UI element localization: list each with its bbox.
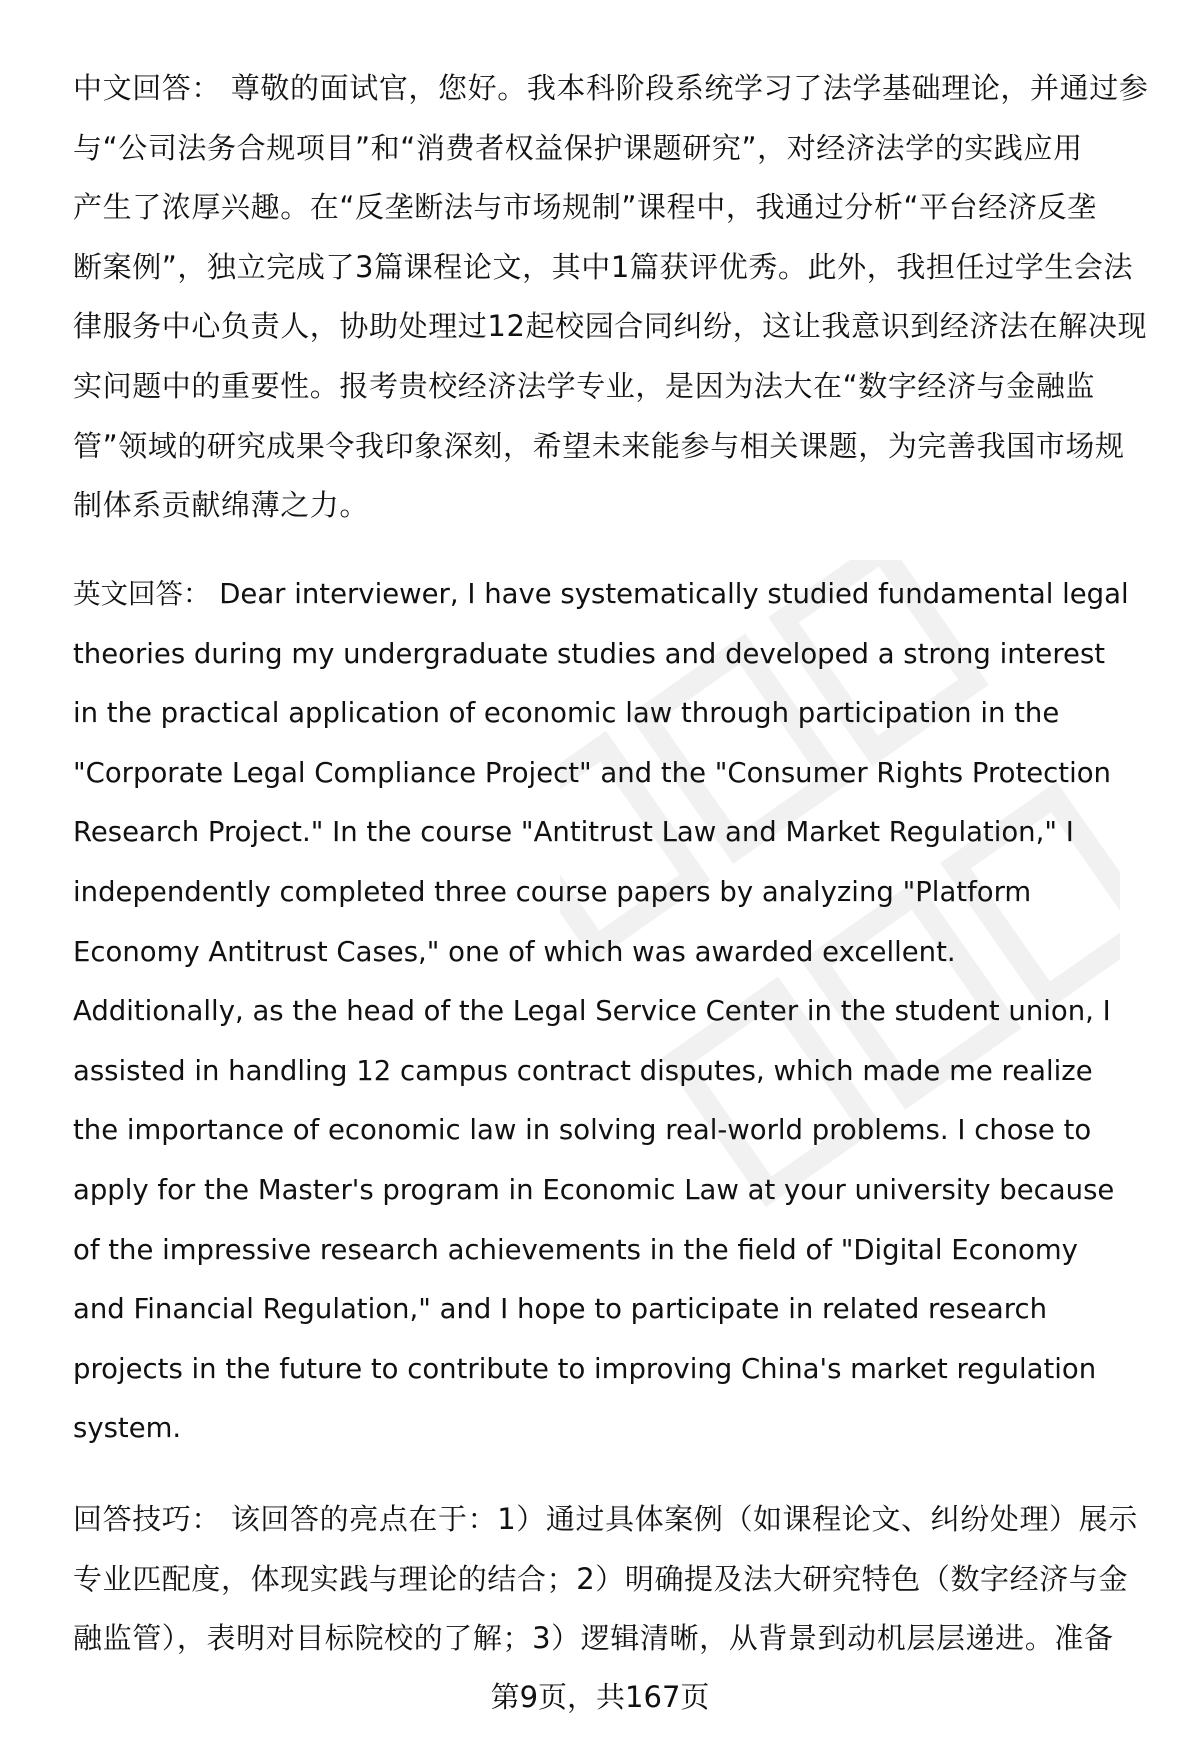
page-indicator: 第9页，共167页 <box>490 1680 710 1714</box>
text-line: 融监管），表明对目标院校的了解；3）逻辑清晰，从背景到动机层层递进。准备 <box>73 1621 1114 1656</box>
text-line: 中文回答： 尊敬的面试官，您好。我本科阶段系统学习了法学基础理论，并通过参 <box>73 71 1149 105</box>
text-line: 英文回答： Dear interviewer, I have systematically studied fundamental legal <box>73 578 1129 610</box>
chinese-answer-paragraph <box>73 59 1163 536</box>
text-line: 与“公司法务合规项目”和“消费者权益保护课题研究”，对经济法学的实践应用 <box>73 130 1083 165</box>
text-line: projects in the future to contribute to improving China's market regulation <box>73 1352 1097 1385</box>
text-line: Research Project." In the course "Antitrust Law and Market Regulation," I <box>73 816 1074 849</box>
text-line: 实问题中的重要性。报考贵校经济法学专业，是因为法大在“数字经济与金融监 <box>73 368 1096 403</box>
text-line: in the practical application of economic law through participation in the <box>73 697 1060 730</box>
text-line: 管”领域的研究成果令我印象深刻，希望未来能参与相关课题，为完善我国市场规 <box>73 428 1125 463</box>
text-line: theories during my undergraduate studies and developed a strong interest <box>73 637 1106 670</box>
text-line: 律服务中心负责人，协助处理过12起校园合同纠纷，这让我意识到经济法在解决现 <box>73 309 1148 344</box>
english-answer-paragraph <box>73 565 1163 1459</box>
text-line: 断案例”，独立完成了3篇课程论文，其中1篇获评优秀。此外，我担任过学生会法 <box>73 249 1134 284</box>
text-line: 产生了浓厚兴趣。在“反垄断法与市场规制”课程中，我通过分析“平台经济反垄 <box>73 190 1097 225</box>
text-line: system. <box>73 1412 182 1445</box>
text-line: and Financial Regulation," and I hope to participate in related research <box>73 1293 1048 1326</box>
text-line: apply for the Master's program in Economic Law at your university because <box>73 1173 1115 1206</box>
text-line: 专业匹配度，体现实践与理论的结合；2）明确提及法大研究特色（数字经济与金 <box>73 1561 1129 1596</box>
text-line: 制体系贡献绵薄之力。 <box>73 488 370 523</box>
text-line: Economy Antitrust Cases," one of which was awarded excellent. <box>73 935 956 968</box>
text-line: 回答技巧： 该回答的亮点在于：1）通过具体案例（如课程论文、纠纷处理）展示 <box>73 1502 1138 1536</box>
text-line: of the impressive research achievements in the field of "Digital Economy <box>73 1233 1078 1266</box>
answer-tips-paragraph <box>73 1490 1163 1669</box>
text-line: the importance of economic law in solving real-world problems. I chose to <box>73 1114 1092 1147</box>
text-line: Additionally, as the head of the Legal Service Center in the student union, I <box>73 995 1111 1028</box>
text-line: assisted in handling 12 campus contract disputes, which made me realize <box>73 1054 1093 1087</box>
text-line: "Corporate Legal Compliance Project" and the "Consumer Rights Protection <box>73 756 1111 789</box>
text-line: independently completed three course papers by analyzing "Platform <box>73 875 1032 908</box>
